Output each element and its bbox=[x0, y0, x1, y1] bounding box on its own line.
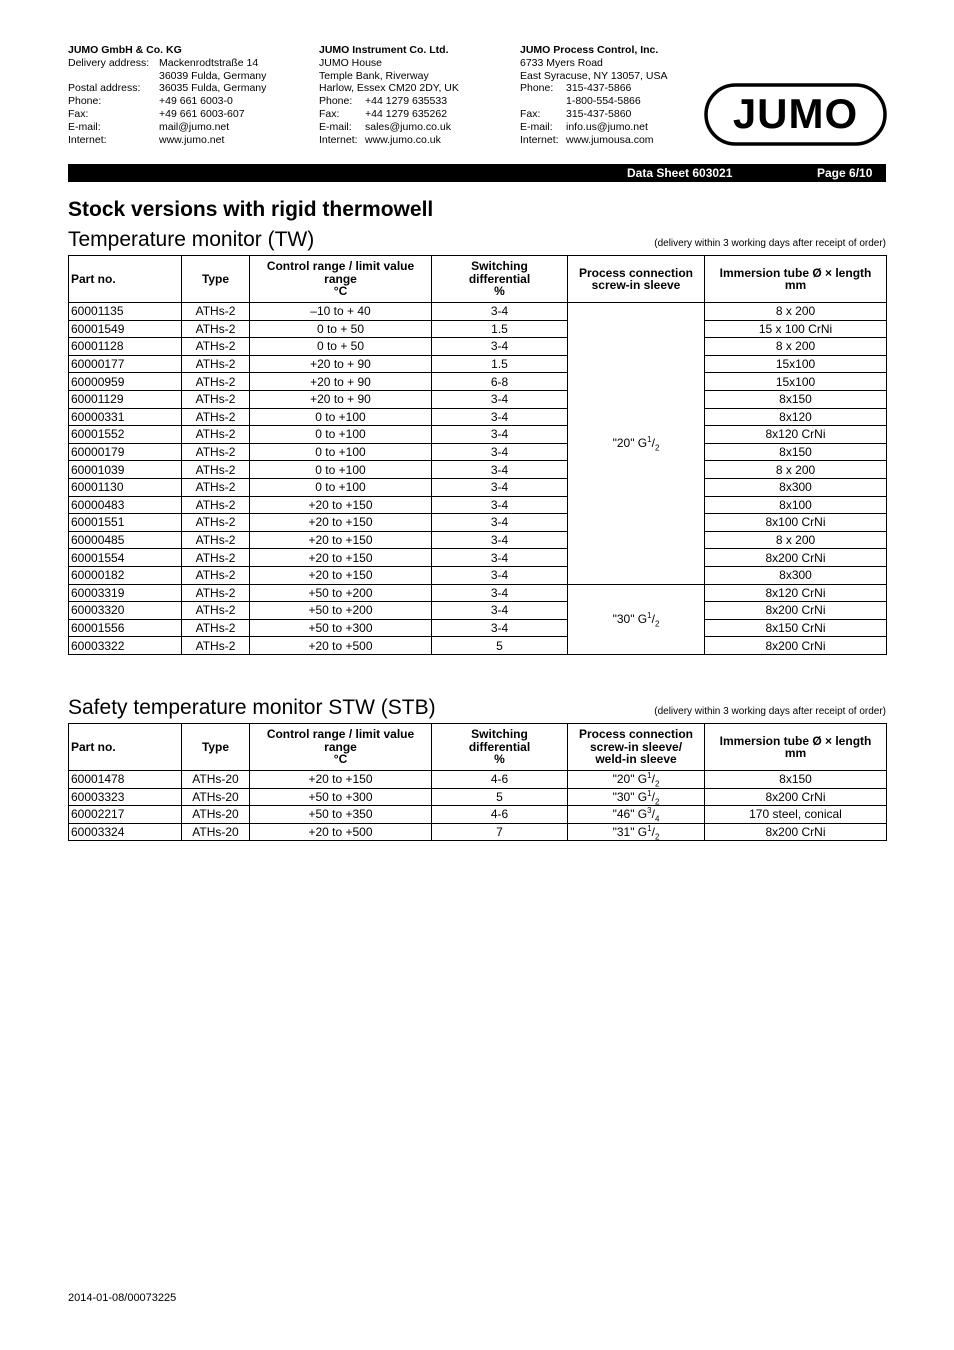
thread-size: "30" G bbox=[612, 789, 648, 804]
control-range-cell: +50 to +300 bbox=[250, 788, 432, 806]
control-range-cell: +50 to +350 bbox=[250, 806, 432, 824]
address-line bbox=[319, 82, 459, 95]
address-value: mail@jumo.net bbox=[159, 120, 230, 133]
control-range-cell: +20 to +150 bbox=[250, 771, 432, 789]
type-cell: ATHs-2 bbox=[182, 478, 250, 496]
differential-cell: 5 bbox=[432, 637, 568, 655]
type-cell: ATHs-2 bbox=[182, 338, 250, 356]
part-no-cell: 60001549 bbox=[69, 320, 182, 338]
thread-size: "20" G bbox=[612, 772, 648, 787]
col-process-connection: Process connection screw-in sleeve/ weld-in sleeve bbox=[568, 724, 705, 771]
address-value: Temple Bank, Riverway bbox=[319, 69, 429, 82]
immersion-tube-cell: 15x100 bbox=[705, 373, 887, 391]
address-label: Phone: bbox=[68, 95, 102, 108]
address-line bbox=[520, 95, 667, 108]
stw-table bbox=[68, 723, 887, 841]
type-cell: ATHs-2 bbox=[182, 355, 250, 373]
differential-cell: 3-4 bbox=[432, 496, 568, 514]
address-line bbox=[319, 95, 459, 108]
fraction-denominator: 2 bbox=[654, 619, 660, 629]
address-value: 36039 Fulda, Germany bbox=[159, 69, 267, 82]
differential-cell: 3-4 bbox=[432, 426, 568, 444]
table-row bbox=[69, 461, 887, 479]
address-value: www.jumo.co.uk bbox=[365, 133, 441, 146]
differential-cell: 4-6 bbox=[432, 771, 568, 789]
part-no-cell: 60000483 bbox=[69, 496, 182, 514]
fraction-numerator: 1 bbox=[647, 611, 652, 621]
immersion-tube-cell: 8x200 CrNi bbox=[705, 788, 887, 806]
control-range-cell: 0 to +100 bbox=[250, 426, 432, 444]
immersion-tube-cell: 8x150 bbox=[705, 771, 887, 789]
type-cell: ATHs-2 bbox=[182, 602, 250, 620]
table-row bbox=[69, 443, 887, 461]
address-value: 315-437-5866 bbox=[566, 82, 632, 95]
part-no-cell: 60000485 bbox=[69, 531, 182, 549]
differential-cell: 3-4 bbox=[432, 602, 568, 620]
type-cell: ATHs-2 bbox=[182, 443, 250, 461]
table-row bbox=[69, 823, 887, 841]
address-value: sales@jumo.co.uk bbox=[365, 120, 451, 133]
differential-cell: 3-4 bbox=[432, 478, 568, 496]
table-row bbox=[69, 514, 887, 532]
address-uk bbox=[319, 44, 459, 146]
page-number: Page 6/10 bbox=[817, 166, 873, 180]
tw-table bbox=[68, 255, 887, 655]
type-cell: ATHs-2 bbox=[182, 461, 250, 479]
control-range-cell: +50 to +200 bbox=[250, 602, 432, 620]
fraction-numerator: 1 bbox=[647, 771, 652, 781]
address-label: Fax: bbox=[68, 107, 89, 120]
address-lines bbox=[68, 57, 266, 147]
control-range-cell: 0 to + 50 bbox=[250, 320, 432, 338]
immersion-tube-cell: 8 x 200 bbox=[705, 338, 887, 356]
data-sheet-bar bbox=[68, 164, 886, 182]
col-part-no: Part no. bbox=[69, 256, 182, 303]
address-line bbox=[319, 134, 459, 147]
differential-cell: 3-4 bbox=[432, 514, 568, 532]
address-value: info.us@jumo.net bbox=[566, 120, 648, 133]
address-line bbox=[68, 95, 266, 108]
address-value: +49 661 6003-607 bbox=[159, 107, 245, 120]
address-label: Phone: bbox=[520, 82, 554, 95]
immersion-tube-cell: 170 steel, conical bbox=[705, 806, 887, 824]
address-line bbox=[520, 70, 667, 83]
immersion-tube-cell: 8x100 bbox=[705, 496, 887, 514]
part-no-cell: 60003319 bbox=[69, 584, 182, 602]
differential-cell: 3-4 bbox=[432, 338, 568, 356]
differential-cell: 3-4 bbox=[432, 584, 568, 602]
address-line bbox=[520, 57, 667, 70]
address-line bbox=[319, 121, 459, 134]
differential-cell: 6-8 bbox=[432, 373, 568, 391]
type-cell: ATHs-20 bbox=[182, 806, 250, 824]
part-no-cell: 60001129 bbox=[69, 390, 182, 408]
col-switching-differential: Switching differential % bbox=[432, 256, 568, 303]
thread-size: "31" G bbox=[612, 825, 648, 840]
immersion-tube-cell: 8x120 bbox=[705, 408, 887, 426]
fraction-denominator: 2 bbox=[654, 779, 660, 789]
address-line bbox=[520, 108, 667, 121]
control-range-cell: 0 to +100 bbox=[250, 478, 432, 496]
address-label: Fax: bbox=[319, 107, 340, 120]
address-label bbox=[68, 70, 159, 83]
part-no-cell: 60001554 bbox=[69, 549, 182, 567]
address-lines bbox=[319, 57, 459, 147]
control-range-cell: +20 to +500 bbox=[250, 637, 432, 655]
table-row bbox=[69, 788, 887, 806]
address-value: East Syracuse, NY 13057, USA bbox=[520, 69, 668, 82]
process-connection-cell: "30" $G^1/_2$ bbox=[568, 584, 705, 654]
address-label: Internet: bbox=[319, 133, 358, 146]
table-row bbox=[69, 531, 887, 549]
col-process-connection: Process connection screw-in sleeve bbox=[568, 256, 705, 303]
table-row bbox=[69, 355, 887, 373]
differential-cell: 1.5 bbox=[432, 320, 568, 338]
control-range-cell: 0 to + 50 bbox=[250, 338, 432, 356]
address-germany bbox=[68, 44, 266, 146]
address-title: JUMO Instrument Co. Ltd. bbox=[319, 44, 449, 56]
part-no-cell: 60002217 bbox=[69, 806, 182, 824]
process-connection-cell: "30" $G^1/_2$ bbox=[568, 788, 705, 806]
table-row bbox=[69, 408, 887, 426]
page-title: Stock versions with rigid thermowell bbox=[68, 198, 434, 221]
address-value: 36035 Fulda, Germany bbox=[159, 82, 267, 95]
address-label: E-mail: bbox=[319, 120, 352, 133]
stw-heading: Safety temperature monitor STW (STB) bbox=[68, 696, 436, 719]
address-value: +44 1279 635533 bbox=[365, 95, 448, 108]
fraction-numerator: 1 bbox=[647, 788, 652, 798]
type-cell: ATHs-2 bbox=[182, 566, 250, 584]
table-row bbox=[69, 373, 887, 391]
address-line bbox=[68, 121, 266, 134]
type-cell: ATHs-2 bbox=[182, 637, 250, 655]
differential-cell: 3-4 bbox=[432, 443, 568, 461]
address-value: 315-437-5860 bbox=[566, 107, 632, 120]
differential-cell: 5 bbox=[432, 788, 568, 806]
type-cell: ATHs-2 bbox=[182, 531, 250, 549]
fraction-denominator: 2 bbox=[654, 443, 660, 453]
immersion-tube-cell: 8x120 CrNi bbox=[705, 584, 887, 602]
differential-cell: 3-4 bbox=[432, 549, 568, 567]
immersion-tube-cell: 8x150 bbox=[705, 390, 887, 408]
table-row bbox=[69, 771, 887, 789]
part-no-cell: 60001552 bbox=[69, 426, 182, 444]
table-row bbox=[69, 390, 887, 408]
immersion-tube-cell: 8x120 CrNi bbox=[705, 426, 887, 444]
address-label: Phone: bbox=[319, 95, 353, 108]
control-range-cell: +20 to +150 bbox=[250, 496, 432, 514]
address-usa bbox=[520, 44, 667, 146]
col-control-range: Control range / limit value range °C bbox=[250, 256, 432, 303]
col-type: Type bbox=[182, 256, 250, 303]
col-control-range: Control range / limit value range °C bbox=[250, 724, 432, 771]
address-value: +49 661 6003-0 bbox=[159, 95, 233, 108]
stw-delivery-note: (delivery within 3 working days after receipt of order) bbox=[654, 706, 886, 717]
address-line bbox=[68, 70, 266, 83]
address-label bbox=[520, 95, 566, 108]
table-row bbox=[69, 303, 887, 321]
control-range-cell: 0 to +100 bbox=[250, 408, 432, 426]
address-line bbox=[68, 108, 266, 121]
part-no-cell: 60001128 bbox=[69, 338, 182, 356]
immersion-tube-cell: 15x100 bbox=[705, 355, 887, 373]
part-no-cell: 60000959 bbox=[69, 373, 182, 391]
table-row bbox=[69, 602, 887, 620]
address-line bbox=[68, 57, 266, 70]
address-line bbox=[520, 121, 667, 134]
thread-size: "46" G bbox=[612, 807, 648, 822]
col-switching-differential: Switching differential % bbox=[432, 724, 568, 771]
immersion-tube-cell: 8 x 200 bbox=[705, 303, 887, 321]
jumo-logo bbox=[704, 83, 887, 146]
thread-size: "20" G bbox=[612, 436, 648, 451]
type-cell: ATHs-2 bbox=[182, 373, 250, 391]
address-line bbox=[68, 134, 266, 147]
table-row bbox=[69, 549, 887, 567]
type-cell: ATHs-2 bbox=[182, 408, 250, 426]
control-range-cell: +50 to +200 bbox=[250, 584, 432, 602]
differential-cell: 3-4 bbox=[432, 408, 568, 426]
col-immersion-tube: Immersion tube Ø × length mm bbox=[705, 724, 887, 771]
control-range-cell: 0 to +100 bbox=[250, 443, 432, 461]
table-row bbox=[69, 496, 887, 514]
type-cell: ATHs-2 bbox=[182, 426, 250, 444]
control-range-cell: +20 to +150 bbox=[250, 566, 432, 584]
part-no-cell: 60001478 bbox=[69, 771, 182, 789]
immersion-tube-cell: 8x200 CrNi bbox=[705, 823, 887, 841]
control-range-cell: +20 to + 90 bbox=[250, 390, 432, 408]
control-range-cell: +20 to +500 bbox=[250, 823, 432, 841]
col-immersion-tube: Immersion tube Ø × length mm bbox=[705, 256, 887, 303]
col-type: Type bbox=[182, 724, 250, 771]
process-connection-cell: "46" $G^3/_4$ bbox=[568, 806, 705, 824]
type-cell: ATHs-2 bbox=[182, 619, 250, 637]
control-range-cell: +20 to +150 bbox=[250, 531, 432, 549]
address-label: Postal address: bbox=[68, 82, 141, 95]
control-range-cell: +50 to +300 bbox=[250, 619, 432, 637]
address-line bbox=[319, 70, 459, 83]
differential-cell: 1.5 bbox=[432, 355, 568, 373]
logo-text: JUMO bbox=[732, 90, 859, 137]
table-row bbox=[69, 566, 887, 584]
type-cell: ATHs-20 bbox=[182, 823, 250, 841]
part-no-cell: 60001551 bbox=[69, 514, 182, 532]
address-label: E-mail: bbox=[520, 120, 553, 133]
immersion-tube-cell: 8 x 200 bbox=[705, 461, 887, 479]
control-range-cell: 0 to +100 bbox=[250, 461, 432, 479]
immersion-tube-cell: 8x150 CrNi bbox=[705, 619, 887, 637]
part-no-cell: 60003324 bbox=[69, 823, 182, 841]
control-range-cell: +20 to +150 bbox=[250, 549, 432, 567]
part-no-cell: 60000179 bbox=[69, 443, 182, 461]
address-line bbox=[68, 82, 266, 95]
process-connection-cell: "20" $G^1/_2$ bbox=[568, 771, 705, 789]
document-footer-code: 2014-01-08/00073225 bbox=[68, 1292, 177, 1304]
part-no-cell: 60003323 bbox=[69, 788, 182, 806]
differential-cell: 3-4 bbox=[432, 566, 568, 584]
address-line bbox=[520, 134, 667, 147]
differential-cell: 3-4 bbox=[432, 390, 568, 408]
type-cell: ATHs-2 bbox=[182, 303, 250, 321]
differential-cell: 3-4 bbox=[432, 461, 568, 479]
fraction-numerator: 3 bbox=[647, 806, 652, 816]
immersion-tube-cell: 8x200 CrNi bbox=[705, 637, 887, 655]
immersion-tube-cell: 8 x 200 bbox=[705, 531, 887, 549]
control-range-cell: +20 to +150 bbox=[250, 514, 432, 532]
table-row bbox=[69, 619, 887, 637]
table-row bbox=[69, 320, 887, 338]
data-sheet-number: Data Sheet 603021 bbox=[627, 166, 733, 180]
table-row bbox=[69, 806, 887, 824]
fraction-numerator: 1 bbox=[647, 435, 652, 445]
fraction-denominator: 2 bbox=[654, 832, 660, 842]
type-cell: ATHs-2 bbox=[182, 584, 250, 602]
part-no-cell: 60003320 bbox=[69, 602, 182, 620]
address-value: +44 1279 635262 bbox=[365, 107, 448, 120]
differential-cell: 4-6 bbox=[432, 806, 568, 824]
table-row bbox=[69, 426, 887, 444]
part-no-cell: 60003322 bbox=[69, 637, 182, 655]
differential-cell: 3-4 bbox=[432, 619, 568, 637]
immersion-tube-cell: 8x300 bbox=[705, 566, 887, 584]
type-cell: ATHs-20 bbox=[182, 771, 250, 789]
address-value: www.jumo.net bbox=[159, 133, 225, 146]
address-value: Mackenrodtstraße 14 bbox=[159, 56, 259, 69]
address-line bbox=[319, 57, 459, 70]
part-no-cell: 60000182 bbox=[69, 566, 182, 584]
process-connection-cell: "31" $G^1/_2$ bbox=[568, 823, 705, 841]
address-value: JUMO House bbox=[319, 56, 383, 69]
address-value: Harlow, Essex CM20 2DY, UK bbox=[319, 82, 459, 95]
immersion-tube-cell: 15 x 100 CrNi bbox=[705, 320, 887, 338]
table-row bbox=[69, 637, 887, 655]
address-label: Fax: bbox=[520, 107, 541, 120]
part-no-cell: 60000177 bbox=[69, 355, 182, 373]
address-label: E-mail: bbox=[68, 120, 101, 133]
part-no-cell: 60001556 bbox=[69, 619, 182, 637]
address-value: www.jumousa.com bbox=[566, 133, 654, 146]
address-label: Internet: bbox=[68, 133, 107, 146]
type-cell: ATHs-2 bbox=[182, 390, 250, 408]
type-cell: ATHs-2 bbox=[182, 320, 250, 338]
col-part-no: Part no. bbox=[69, 724, 182, 771]
control-range-cell: +20 to + 90 bbox=[250, 373, 432, 391]
type-cell: ATHs-2 bbox=[182, 514, 250, 532]
fraction-numerator: 1 bbox=[647, 824, 652, 834]
control-range-cell: +20 to + 90 bbox=[250, 355, 432, 373]
address-title: JUMO Process Control, Inc. bbox=[520, 44, 659, 56]
differential-cell: 3-4 bbox=[432, 531, 568, 549]
fraction-denominator: 4 bbox=[654, 814, 660, 824]
differential-cell: 3-4 bbox=[432, 303, 568, 321]
table-row bbox=[69, 338, 887, 356]
address-line bbox=[520, 82, 667, 95]
immersion-tube-cell: 8x100 CrNi bbox=[705, 514, 887, 532]
address-value: 6733 Myers Road bbox=[520, 56, 603, 69]
part-no-cell: 60001135 bbox=[69, 303, 182, 321]
type-cell: ATHs-20 bbox=[182, 788, 250, 806]
address-label: Delivery address: bbox=[68, 56, 150, 69]
address-lines bbox=[520, 57, 667, 147]
address-value: 1-800-554-5866 bbox=[566, 95, 641, 108]
differential-cell: 7 bbox=[432, 823, 568, 841]
tw-delivery-note: (delivery within 3 working days after receipt of order) bbox=[654, 238, 886, 249]
fraction-denominator: 2 bbox=[654, 797, 660, 807]
type-cell: ATHs-2 bbox=[182, 549, 250, 567]
part-no-cell: 60000331 bbox=[69, 408, 182, 426]
part-no-cell: 60001130 bbox=[69, 478, 182, 496]
process-connection-cell: "20" $G^1/_2$ bbox=[568, 303, 705, 585]
control-range-cell: –10 to + 40 bbox=[250, 303, 432, 321]
immersion-tube-cell: 8x200 CrNi bbox=[705, 602, 887, 620]
table-row bbox=[69, 584, 887, 602]
immersion-tube-cell: 8x200 CrNi bbox=[705, 549, 887, 567]
tw-heading: Temperature monitor (TW) bbox=[68, 228, 315, 251]
type-cell: ATHs-2 bbox=[182, 496, 250, 514]
thread-size: "30" G bbox=[612, 612, 648, 627]
part-no-cell: 60001039 bbox=[69, 461, 182, 479]
immersion-tube-cell: 8x300 bbox=[705, 478, 887, 496]
address-line bbox=[319, 108, 459, 121]
address-title: JUMO GmbH & Co. KG bbox=[68, 44, 182, 56]
table-row bbox=[69, 478, 887, 496]
address-label: Internet: bbox=[520, 133, 559, 146]
immersion-tube-cell: 8x150 bbox=[705, 443, 887, 461]
